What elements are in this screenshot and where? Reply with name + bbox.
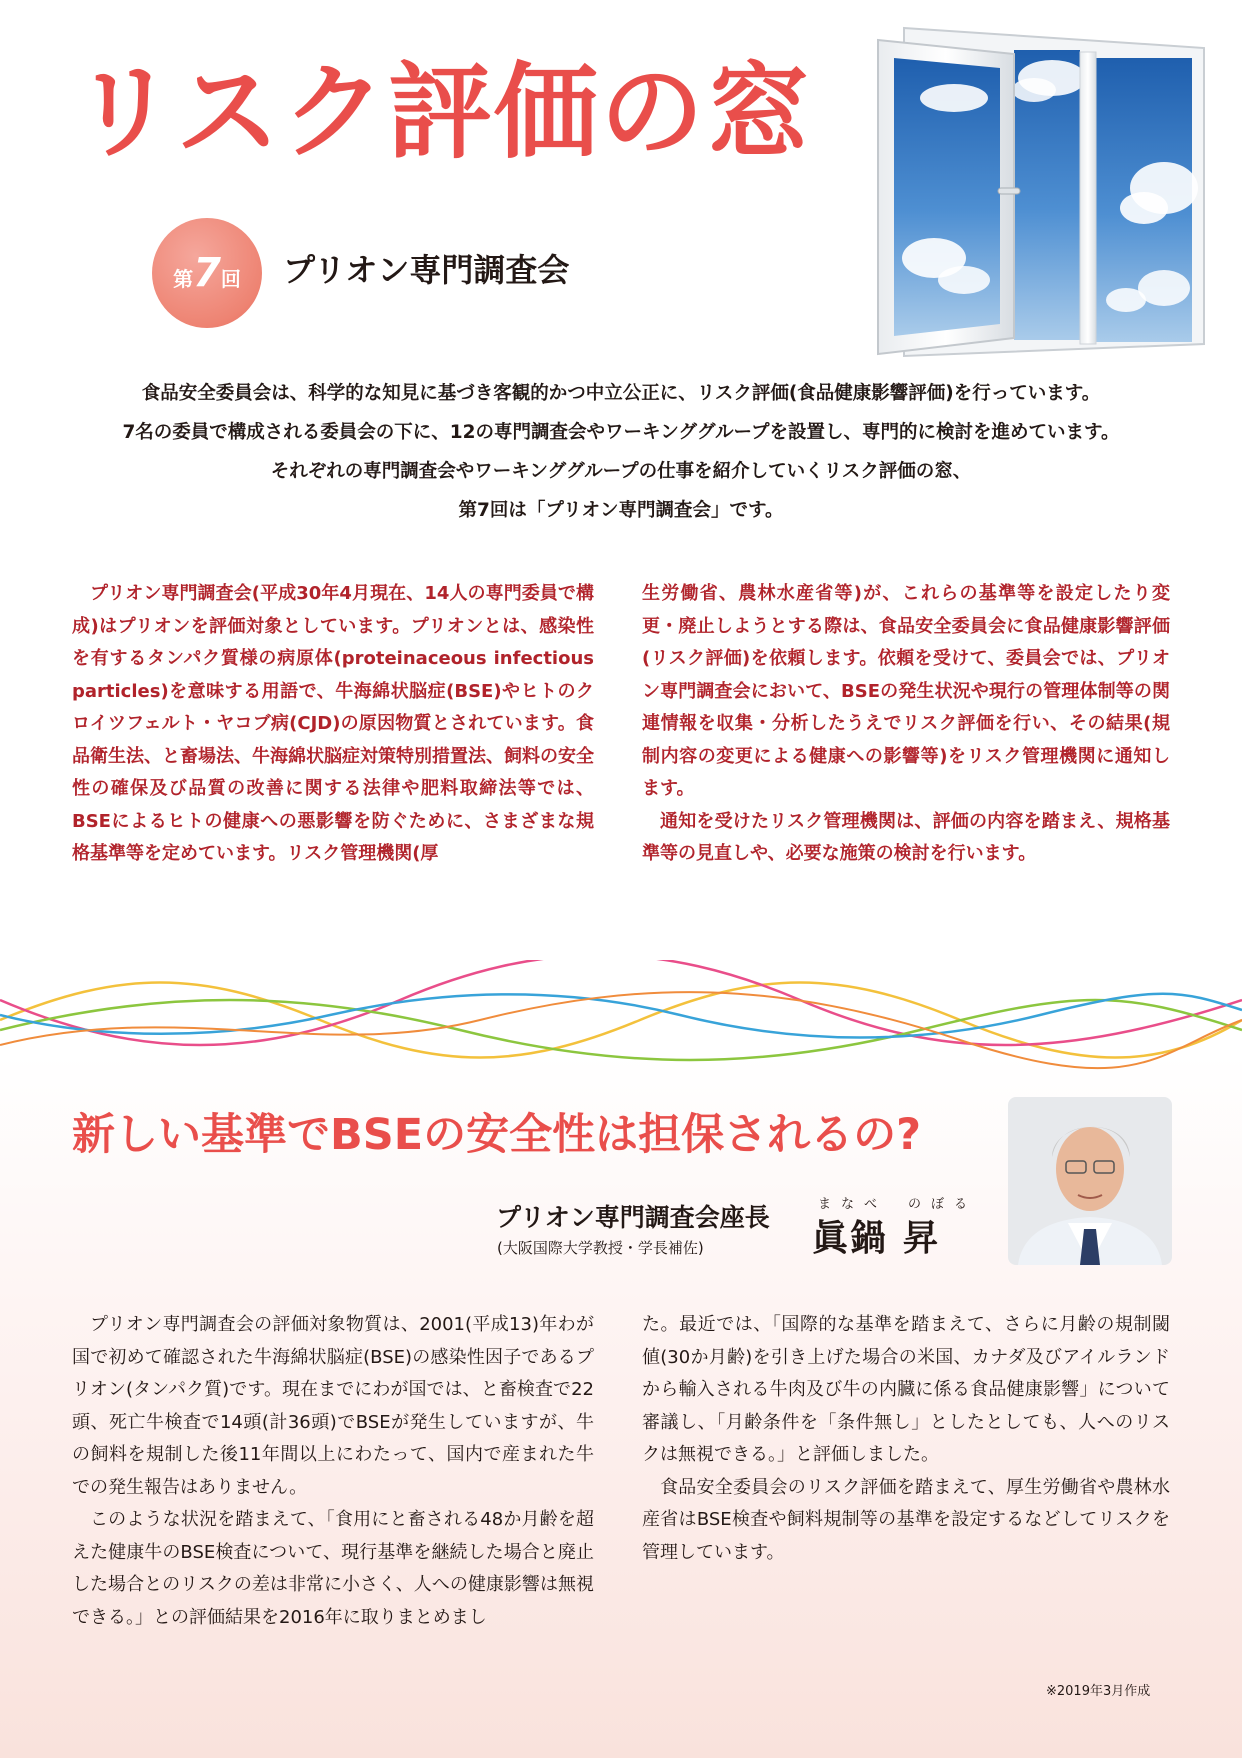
intro-line: 7名の委員で構成される委員会の下に、12の専門調査会やワーキンググループを設置し、専門的に検討を進めています。: [122, 422, 1120, 443]
speaker-name-ruby-given: のぼる: [908, 1197, 978, 1212]
committee-title: プリオン専門調査会: [283, 251, 570, 289]
interview-text-left: [72, 1309, 594, 1634]
paragraph: このような状況を踏まえて、「食用にと畜される48か月齢を超えた健康牛のBSE検査について、現行基準を継続した場合と廃止した場合とのリスクの差は非常に小さく、人への健康影響は無視できる。」との評価結果を2016年に取りまとめまし: [72, 1509, 594, 1628]
interview-question-title: 新しい基準でBSEの安全性は担保されるの?: [72, 1110, 922, 1160]
paragraph: プリオン専門調査会(平成30年4月現在、14人の専門委員で構成)はプリオンを評価対象としています。プリオンとは、感染性を有するタンパク質様の病原体(proteinaceous infectious particles)を意味する用語で、牛海綿状脳症(BSE)やヒトのクロイツフェルト・ヤコブ病(CJD)の原因物質とされています。食品衛生法、と畜場法、牛海綿状脳症対策特別措置法、飼料の安全性の確保及び品質の改善に関する法律や肥料取締法等では、BSEによるヒトの健康への悪影響を防ぐために、さまざまな規格基準等を定めています。リスク管理機関(厚: [72, 583, 594, 864]
paragraph: 食品安全委員会のリスク評価を踏まえて、厚生労働省や農林水産省はBSE検査や飼料規制等の基準を設定するなどしてリスクを管理しています。: [642, 1476, 1170, 1563]
speaker-name: 眞鍋 昇: [812, 1218, 941, 1259]
committee-description-right: [642, 578, 1170, 871]
speaker-affiliation: (大阪国際大学教授・学長補佐): [497, 1239, 704, 1257]
paragraph: た。最近では、「国際的な基準を踏まえて、さらに月齢の規制閾値(30か月齢)を引き上げた場合の米国、カナダ及びアイルランドから輸入される牛肉及び牛の内臓に係る食品健康影響」について審議し、「月齢条件を「条件無し」としたとしても、人へのリスクは無視できる。」と評価しました。: [642, 1314, 1170, 1465]
paragraph: プリオン専門調査会の評価対象物質は、2001(平成13)年わが国で初めて確認された牛海綿状脳症(BSE)の感染性因子であるプリオン(タンパク質)です。現在までにわが国では、と畜検査で22頭、死亡牛検査で14頭(計36頭)でBSEが発生していますが、牛の飼料を規制した後11年間以上にわたって、国内で産まれた牛での発生報告はありません。: [72, 1314, 594, 1498]
intro-line: 第7回は「プリオン専門調査会」です。: [458, 500, 784, 521]
creation-date-note: ※2019年3月作成: [1046, 1684, 1151, 1699]
badge-prefix: 第: [173, 267, 194, 291]
committee-description-left: [72, 578, 594, 871]
speaker-role: プリオン専門調査会座長: [496, 1203, 770, 1232]
badge-suffix: 回: [220, 267, 241, 291]
badge-number: 7: [193, 250, 221, 296]
paragraph: 生労働省、農林水産省等)が、これらの基準等を設定したり変更・廃止しようとする際は、食品安全委員会に食品健康影響評価(リスク評価)を依頼します。依頼を受けて、委員会では、プリオン専門調査会において、BSEの発生状況や現行の管理体制等の関連情報を収集・分析したうえでリスク評価を行い、その結果(規制内容の変更による健康への影響等)をリスク管理機関に通知します。: [642, 583, 1170, 799]
interview-text-right: [642, 1309, 1170, 1569]
intro-text: [0, 374, 1242, 530]
issue-number-badge: [152, 218, 262, 328]
open-window-illustration: [864, 18, 1224, 374]
speaker-name-ruby-family: まなべ: [818, 1197, 888, 1212]
decorative-wave-divider: [0, 960, 1242, 1090]
intro-line: それぞれの専門調査会やワーキンググループの仕事を紹介していくリスク評価の窓、: [270, 461, 972, 482]
chairman-photo: [1008, 1097, 1172, 1265]
intro-line: 食品安全委員会は、科学的な知見に基づき客観的かつ中立公正に、リスク評価(食品健康影響評価)を行っています。: [141, 383, 1101, 404]
paragraph: 通知を受けたリスク管理機関は、評価の内容を踏まえ、規格基準等の見直しや、必要な施策の検討を行います。: [642, 810, 1170, 864]
main-title: リスク評価の窓: [72, 51, 812, 173]
